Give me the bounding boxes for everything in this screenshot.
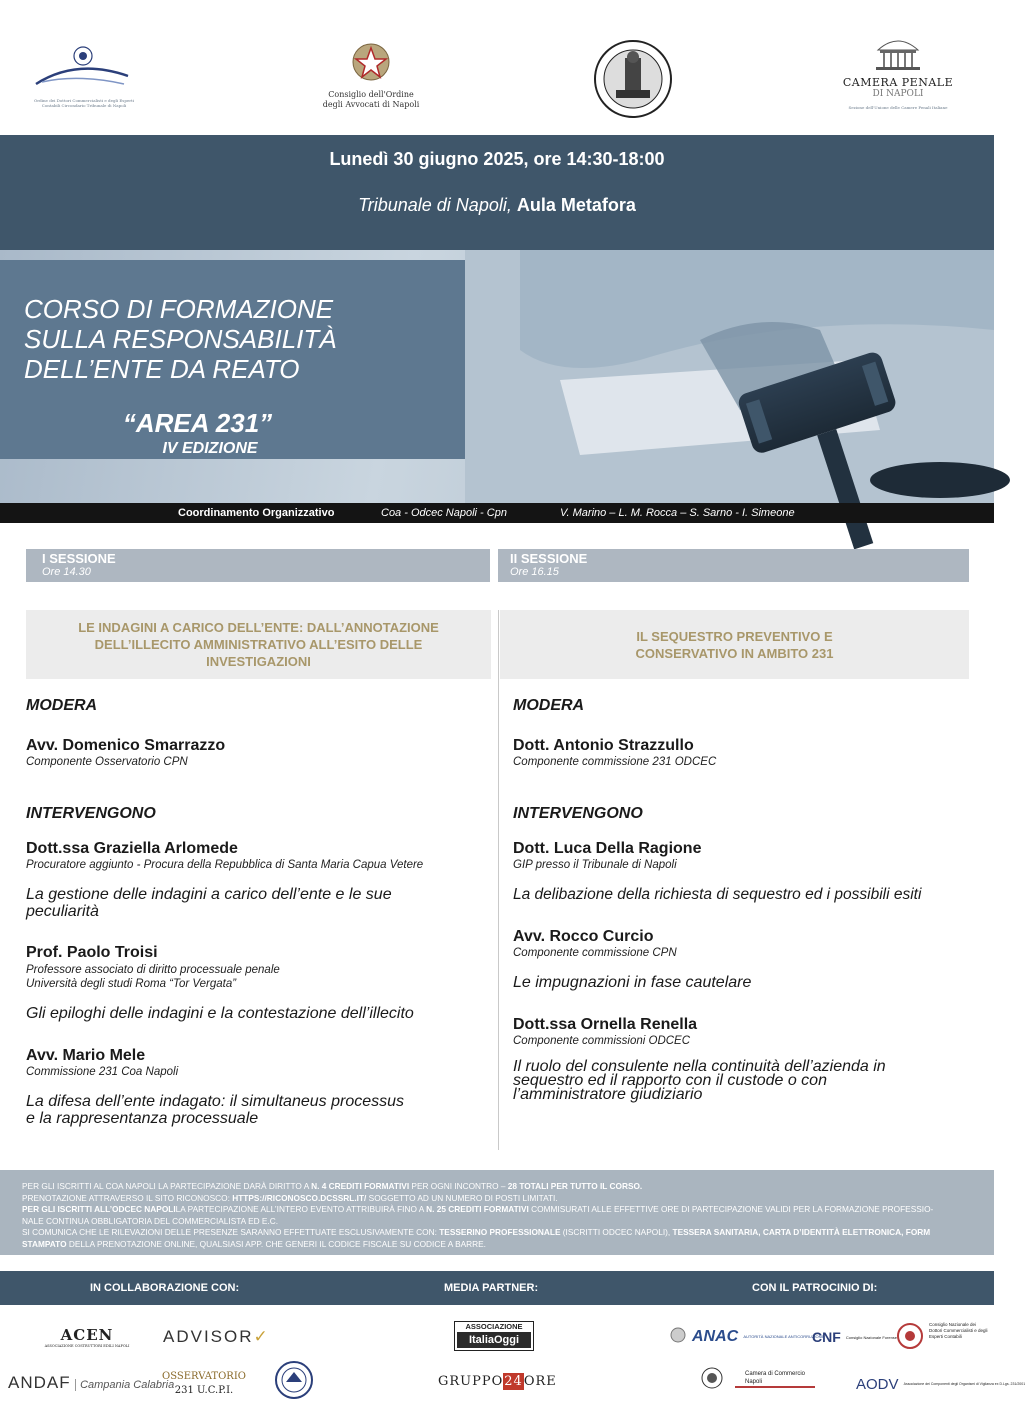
session-1-speaker-3-role: Commissione 231 Coa Napoli (26, 1066, 179, 1078)
session-2-speaker-2-role: Componente commissione CPN (513, 947, 677, 959)
coordination-bar (0, 503, 994, 523)
session-2-moderator-name: Dott. Antonio Strazzullo (513, 737, 694, 754)
session-1-speaker-3-name: Avv. Mario Mele (26, 1047, 146, 1064)
session-1-topic-line-3: INVESTIGAZIONI (206, 654, 311, 669)
session-1-topic (26, 610, 491, 679)
advisora-logo (163, 1327, 270, 1347)
media-partner-label: MEDIA PARTNER: (444, 1282, 539, 1294)
column-divider (498, 610, 499, 1150)
odcec-emblem-icon (28, 40, 140, 94)
info-l6a: STAMPATO (22, 1238, 67, 1249)
aodv-caption: Associazione dei Componenti degli Organismi di Vigilanza ex D.Lgs. 231/2001 (903, 1382, 1025, 1387)
temple-icon (868, 32, 928, 72)
camcom-seal-icon (701, 1367, 723, 1389)
info-l5b: TESSERINO PROFESSIONALE (439, 1227, 561, 1237)
info-line-1 (22, 1181, 972, 1193)
italiaoggi-line-2: ItaliaOggi (457, 1332, 531, 1348)
info-l3a: PER GLI ISCRITTI ALL’ODCEC NAPOLI (22, 1204, 176, 1214)
aodv-logo (856, 1374, 1025, 1393)
session-2-speaker-2-topic: Le impugnazioni in fase cautelare (513, 974, 752, 991)
camera-penale-logo (840, 32, 956, 110)
info-l3c: N. 25 CREDITI FORMATIVI (426, 1204, 529, 1214)
coordination-orgs: Coa - Odcec Napoli - Cpn (381, 507, 507, 519)
info-l2c: SOGGETTO AD UN NUMERO DI POSTI LIMITATI. (366, 1192, 558, 1203)
session-1-name: I SESSIONE (42, 551, 116, 566)
event-place (0, 195, 994, 216)
advisora-mark-icon: ✓ (253, 1327, 270, 1346)
session-1-speaker-3-topic-line-1: La difesa dell’ente indagato: il simultaneus processus (26, 1093, 405, 1110)
gruppo24ore-part-b: 24 (504, 1374, 523, 1389)
cpn-small-caption: Sezione dell'Unione delle Camere Penali Italiane (848, 105, 948, 110)
coordination-label: Coordinamento Organizzativo (178, 507, 335, 519)
coa-name-line1: Consiglio dell'Ordine (328, 90, 414, 99)
acen-logo (32, 1326, 142, 1349)
event-header-band (0, 135, 994, 250)
course-edition: IV EDIZIONE (162, 440, 258, 457)
advisora-name: ADVISOR (163, 1327, 254, 1346)
event-venue: Tribunale di Napoli, (358, 195, 512, 215)
coa-logo (315, 40, 427, 110)
anac-caption: AUTORITÀ NAZIONALE ANTICORRUZIONE (743, 1334, 825, 1339)
session-2-speaker-1-name: Dott. Luca Della Ragione (513, 840, 702, 857)
session-2-speaker-3-topic (513, 1060, 886, 1102)
anac-name: ANAC (692, 1328, 739, 1345)
info-line-6 (22, 1239, 972, 1251)
info-l1d: 28 TOTALI PER TUTTO IL CORSO. (507, 1181, 643, 1191)
session-1-speaker-2-name: Prof. Paolo Troisi (26, 944, 158, 961)
osservatorio-logo (158, 1370, 250, 1398)
odcec-logo (28, 40, 140, 108)
course-title (24, 294, 454, 384)
coa-name-line2: degli Avvocati di Napoli (322, 100, 420, 109)
session-1-topic-line-2: DELL’ILLECITO AMMINISTRATIVO ALL’ESITO DELLE (94, 637, 423, 652)
patronage-label: CON IL PATROCINIO DI: (752, 1282, 878, 1294)
gruppo24ore-logo (438, 1374, 557, 1389)
event-room: Aula Metafora (516, 195, 636, 215)
session-1-speaker-2-role (26, 963, 280, 991)
info-l2a: PRENOTAZIONE ATTRAVERSO IL SITO RICONOSCO: (22, 1192, 233, 1203)
aodv-name: AODV (856, 1376, 899, 1393)
coordination-people: V. Marino – L. M. Rocca – S. Sarno - I. Simeone (560, 507, 795, 519)
session-1-topic-line-1: LE INDAGINI A CARICO DELL’ENTE: DALL’ANNOTAZIONE (78, 620, 439, 635)
info-line-4: NALE CONTINUA OBBLIGATORIA DEL COMMERCIALISTA ED E.C. (22, 1215, 279, 1226)
course-area: “AREA 231” (122, 408, 273, 438)
session-2-header (498, 549, 969, 582)
session-2-name: II SESSIONE (510, 551, 588, 566)
camcom-logo: Camera di Commercio Napoli (735, 1370, 815, 1388)
cpn-city: DI NAPOLI (872, 89, 924, 99)
session-1-time: Ore 14.30 (42, 566, 91, 578)
cnf-caption: Consiglio Nazionale Forense (845, 1335, 898, 1340)
acen-caption: ASSOCIAZIONE COSTRUTTORI EDILI NAPOLI (44, 1344, 130, 1348)
info-l5a: SI COMUNICA CHE LE RILEVAZIONI DELLE PRESENZE SARANNO EFFETTUATE ESCLUSIVAMENTE CON: (22, 1227, 440, 1237)
course-title-box (0, 260, 465, 459)
session-1-speaker-2-role-line-2: Università degli studi Roma “Tor Vergata” (26, 978, 237, 990)
university-seal-logo (590, 38, 676, 124)
anac-logo (692, 1326, 825, 1346)
session-2-speaker-2-name: Avv. Rocco Curcio (513, 928, 654, 945)
info-l3b: LA PARTECIPAZIONE ALL’INTERO EVENTO ATTRIBUIRÀ FINO A (175, 1204, 427, 1214)
session-2-speaker-1-topic: La delibazione della richiesta di sequestro ed i possibili esiti (513, 886, 922, 903)
andaf-name: ANDAF (8, 1373, 71, 1392)
info-l6b: DELLA PRENOTAZIONE ONLINE, QUALSIASI APP. CHE GENERI IL CODICE FISCALE SU CODICE A BARRE. (66, 1238, 486, 1249)
session-1-speaker-1-name: Dott.ssa Graziella Arlomede (26, 840, 238, 857)
session-1-modera-label: MODERA (26, 697, 98, 714)
session-2-topic-line-2: CONSERVATIVO IN AMBITO 231 (635, 645, 834, 661)
info-l1b: N. 4 CREDITI FORMATIVI (311, 1181, 410, 1191)
partners-bar (0, 1271, 994, 1305)
info-l3d: COMMISURATI ALLE EFFETTIVE ORE DI PARTECIPAZIONE VALIDI PER LA FORMAZIONE PROFESSIO- (528, 1204, 934, 1214)
ucpi-seal-icon (274, 1360, 314, 1400)
session-2-speaker-1-role: GIP presso il Tribunale di Napoli (513, 859, 677, 871)
odcec-caption: Ordine dei Dottori Commercialisti e degli Esperti Contabili Circondario Tribunale di Napoli (33, 98, 135, 108)
italiaoggi-logo (454, 1321, 534, 1351)
info-line-3 (22, 1204, 972, 1216)
session-2-modera-label: MODERA (513, 697, 585, 714)
info-line-2 (22, 1193, 972, 1205)
session-2-moderator-role: Componente commissione 231 ODCEC (513, 756, 717, 768)
session-1-speaker-1-topic (26, 886, 392, 920)
session-2-speakers-label: INTERVENGONO (513, 805, 643, 822)
session-1-speaker-1-topic-line-2: peculiarità (26, 903, 99, 920)
course-title-line-2: SULLA RESPONSABILITÀ (24, 324, 337, 354)
osservatorio-line-2: 231 U.C.P.I. (174, 1385, 234, 1396)
event-date: Lunedì 30 giugno 2025, ore 14:30-18:00 (329, 149, 665, 169)
session-1-header (26, 549, 490, 582)
info-l5d: TESSERA SANITARIA, CARTA D’IDENTITÀ ELETTRONICA, FORM (672, 1227, 931, 1237)
course-title-line-1: CORSO DI FORMAZIONE (24, 294, 334, 324)
session-1-speaker-3-topic-line-2: e la rappresentanza processuale (26, 1110, 259, 1127)
session-1-moderator-name: Avv. Domenico Smarrazzo (26, 737, 226, 754)
logo-header (0, 0, 994, 135)
republic-small-emblem-icon (670, 1327, 686, 1343)
seal-icon (592, 38, 674, 120)
session-1-speakers-label: INTERVENGONO (26, 805, 156, 822)
gruppo24ore-part-c: ORE (523, 1374, 557, 1389)
info-l5c: (ISCRITTI ODCEC NAPOLI), (560, 1227, 673, 1237)
session-2-speaker-3-topic-line-1: Il ruolo del consulente nella continuità dell’azienda in (513, 1058, 886, 1075)
session-2-topic (500, 610, 969, 679)
italiaoggi-line-1: ASSOCIAZIONE (465, 1322, 523, 1331)
session-1-moderator-role: Componente Osservatorio CPN (26, 756, 188, 768)
cndcec-caption: Consiglio Nazionale dei Dottori Commercialisti e degli Esperti Contabili (929, 1322, 988, 1339)
osservatorio-line-1: OSSERVATORIO (162, 1371, 246, 1382)
session-1-speaker-2-topic: Gli epiloghi delle indagini e la contestazione dell’illecito (26, 1005, 414, 1022)
course-title-line-3: DELL’ENTE DA REATO (24, 354, 300, 384)
session-2-speaker-3-topic-line-2: sequestro ed il rapporto con il custode o con (513, 1072, 827, 1089)
info-l1a: PER GLI ISCRITTI AL COA NAPOLI LA PARTECIPAZIONE DARÀ DIRITTO A (22, 1181, 312, 1191)
session-2-topic-line-1: IL SEQUESTRO PREVENTIVO E (636, 628, 833, 644)
cnf-logo (812, 1327, 898, 1346)
cnf-name: CNF (812, 1329, 841, 1345)
credits-info-box (0, 1170, 994, 1255)
session-2-speaker-3-role: Componente commissioni ODCEC (513, 1035, 691, 1047)
session-1-speaker-1-role: Procuratore aggiunto - Procura della Repubblica di Santa Maria Capua Vetere (26, 859, 424, 871)
acen-name: ACEN (60, 1326, 114, 1344)
info-l1c: PER OGNI INCONTRO – (409, 1181, 508, 1191)
session-1-speaker-1-topic-line-1: La gestione delle indagini a carico dell’ente e le sue (26, 886, 392, 903)
republic-emblem-icon (346, 40, 396, 86)
andaf-logo (8, 1373, 174, 1393)
cpn-name: CAMERA PENALE (842, 76, 954, 89)
cndcec-emblem-icon (896, 1322, 924, 1350)
riconosco-link[interactable]: HTTPS://RICONOSCO.DCSSRL.IT/ (232, 1192, 367, 1203)
info-line-5 (22, 1227, 972, 1239)
session-1-speaker-2-role-line-1: Professore associato di diritto processuale penale (26, 964, 280, 976)
session-2-speaker-3-topic-line-3: l’amministratore giudiziario (513, 1086, 703, 1103)
collaboration-label: IN COLLABORAZIONE CON: (90, 1282, 240, 1294)
hero-banner (0, 250, 994, 503)
session-2-time: Ore 16.15 (510, 566, 559, 578)
session-1-speaker-3-topic (26, 1093, 404, 1127)
session-2-speaker-3-name: Dott.ssa Ornella Renella (513, 1016, 698, 1033)
andaf-region: Campania Calabria (75, 1379, 174, 1391)
gruppo24ore-part-a: GRUPPO (438, 1374, 504, 1389)
